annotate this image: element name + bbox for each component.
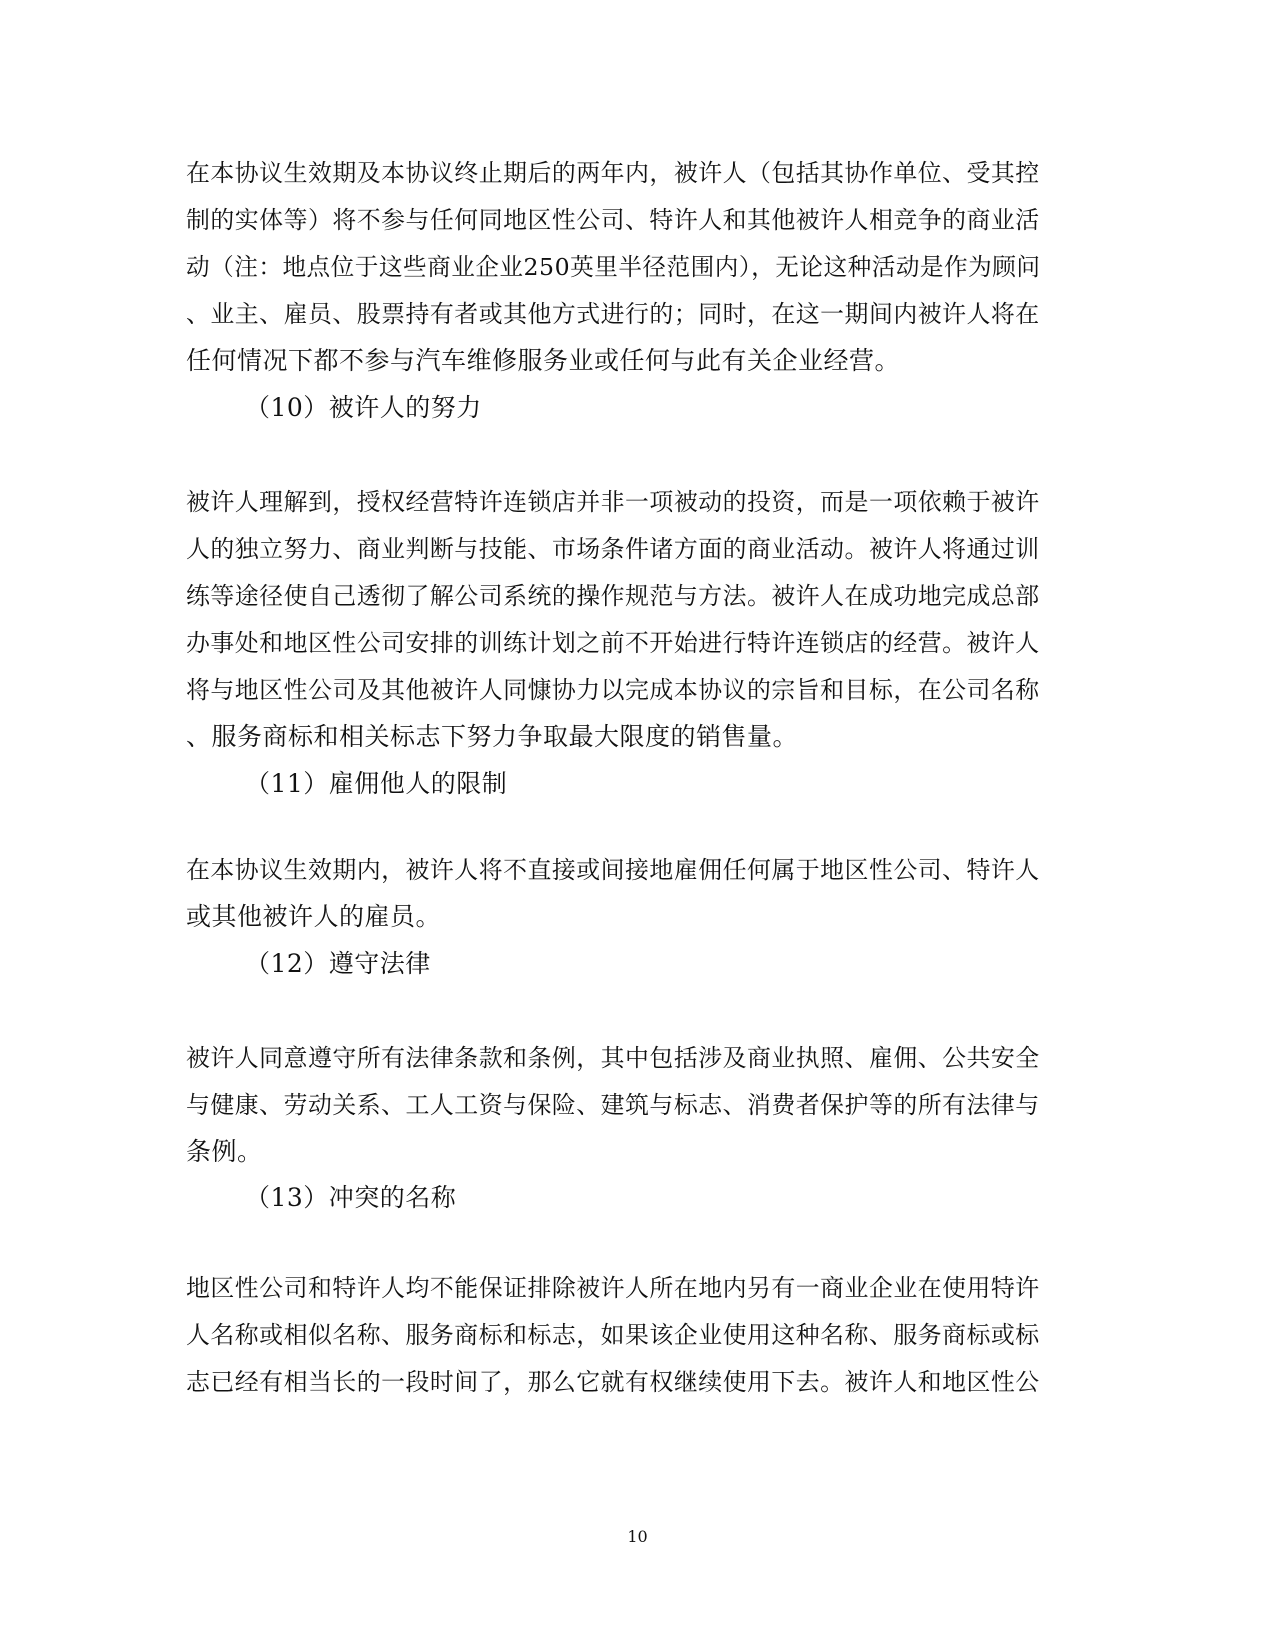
- section-heading: （13）冲突的名称: [245, 1183, 457, 1212]
- paragraph-line: 或其他被许人的雇员。: [186, 902, 442, 931]
- paragraph-line: 人的独立努力、商业判断与技能、市场条件诸方面的商业活动。被许人将通过训: [186, 535, 1040, 563]
- paragraph-line: 、业主、雇员、股票持有者或其他方式进行的；同时，在这一期间内被许人将在: [186, 300, 1040, 328]
- paragraph-line: 被许人同意遵守所有法律条款和条例，其中包括涉及商业执照、雇佣、公共安全: [186, 1044, 1040, 1072]
- section-heading: （10）被许人的努力: [245, 393, 482, 422]
- paragraph-line: 任何情况下都不参与汽车维修服务业或任何与此有关企业经营。: [186, 346, 901, 375]
- section-heading: （12）遵守法律: [245, 949, 431, 978]
- paragraph-line: 制的实体等）将不参与任何同地区性公司、特许人和其他被许人相竞争的商业活: [186, 206, 1040, 234]
- paragraph-line: 条例。: [186, 1137, 263, 1166]
- paragraph-line: 将与地区性公司及其他被许人同慷协力以完成本协议的宗旨和目标，在公司名称: [186, 676, 1040, 704]
- paragraph-line: 、服务商标和相关标志下努力争取最大限度的销售量。: [186, 722, 799, 751]
- paragraph-line: 练等途径使自己透彻了解公司系统的操作规范与方法。被许人在成功地完成总部: [186, 582, 1040, 610]
- paragraph-line: 地区性公司和特许人均不能保证排除被许人所在地内另有一商业企业在使用特许: [186, 1274, 1040, 1302]
- page-number: 10: [627, 1527, 648, 1546]
- paragraph-line: 动（注：地点位于这些商业企业250英里半径范围内），无论这种活动是作为顾问: [186, 253, 1041, 281]
- paragraph-line: 办事处和地区性公司安排的训练计划之前不开始进行特许连锁店的经营。被许人: [186, 629, 1040, 657]
- paragraph-line: 在本协议生效期及本协议终止期后的两年内，被许人（包括其协作单位、受其控: [186, 159, 1040, 187]
- paragraph-line: 在本协议生效期内，被许人将不直接或间接地雇佣任何属于地区性公司、特许人: [186, 856, 1040, 884]
- paragraph-line: 人名称或相似名称、服务商标和标志，如果该企业使用这种名称、服务商标或标: [186, 1321, 1040, 1349]
- paragraph-line: 与健康、劳动关系、工人工资与保险、建筑与标志、消费者保护等的所有法律与: [186, 1091, 1040, 1119]
- paragraph-line: 志已经有相当长的一段时间了，那么它就有权继续使用下去。被许人和地区性公: [186, 1368, 1040, 1396]
- paragraph-line: 被许人理解到，授权经营特许连锁店并非一项被动的投资，而是一项依赖于被许: [186, 488, 1040, 516]
- section-heading: （11）雇佣他人的限制: [245, 769, 508, 798]
